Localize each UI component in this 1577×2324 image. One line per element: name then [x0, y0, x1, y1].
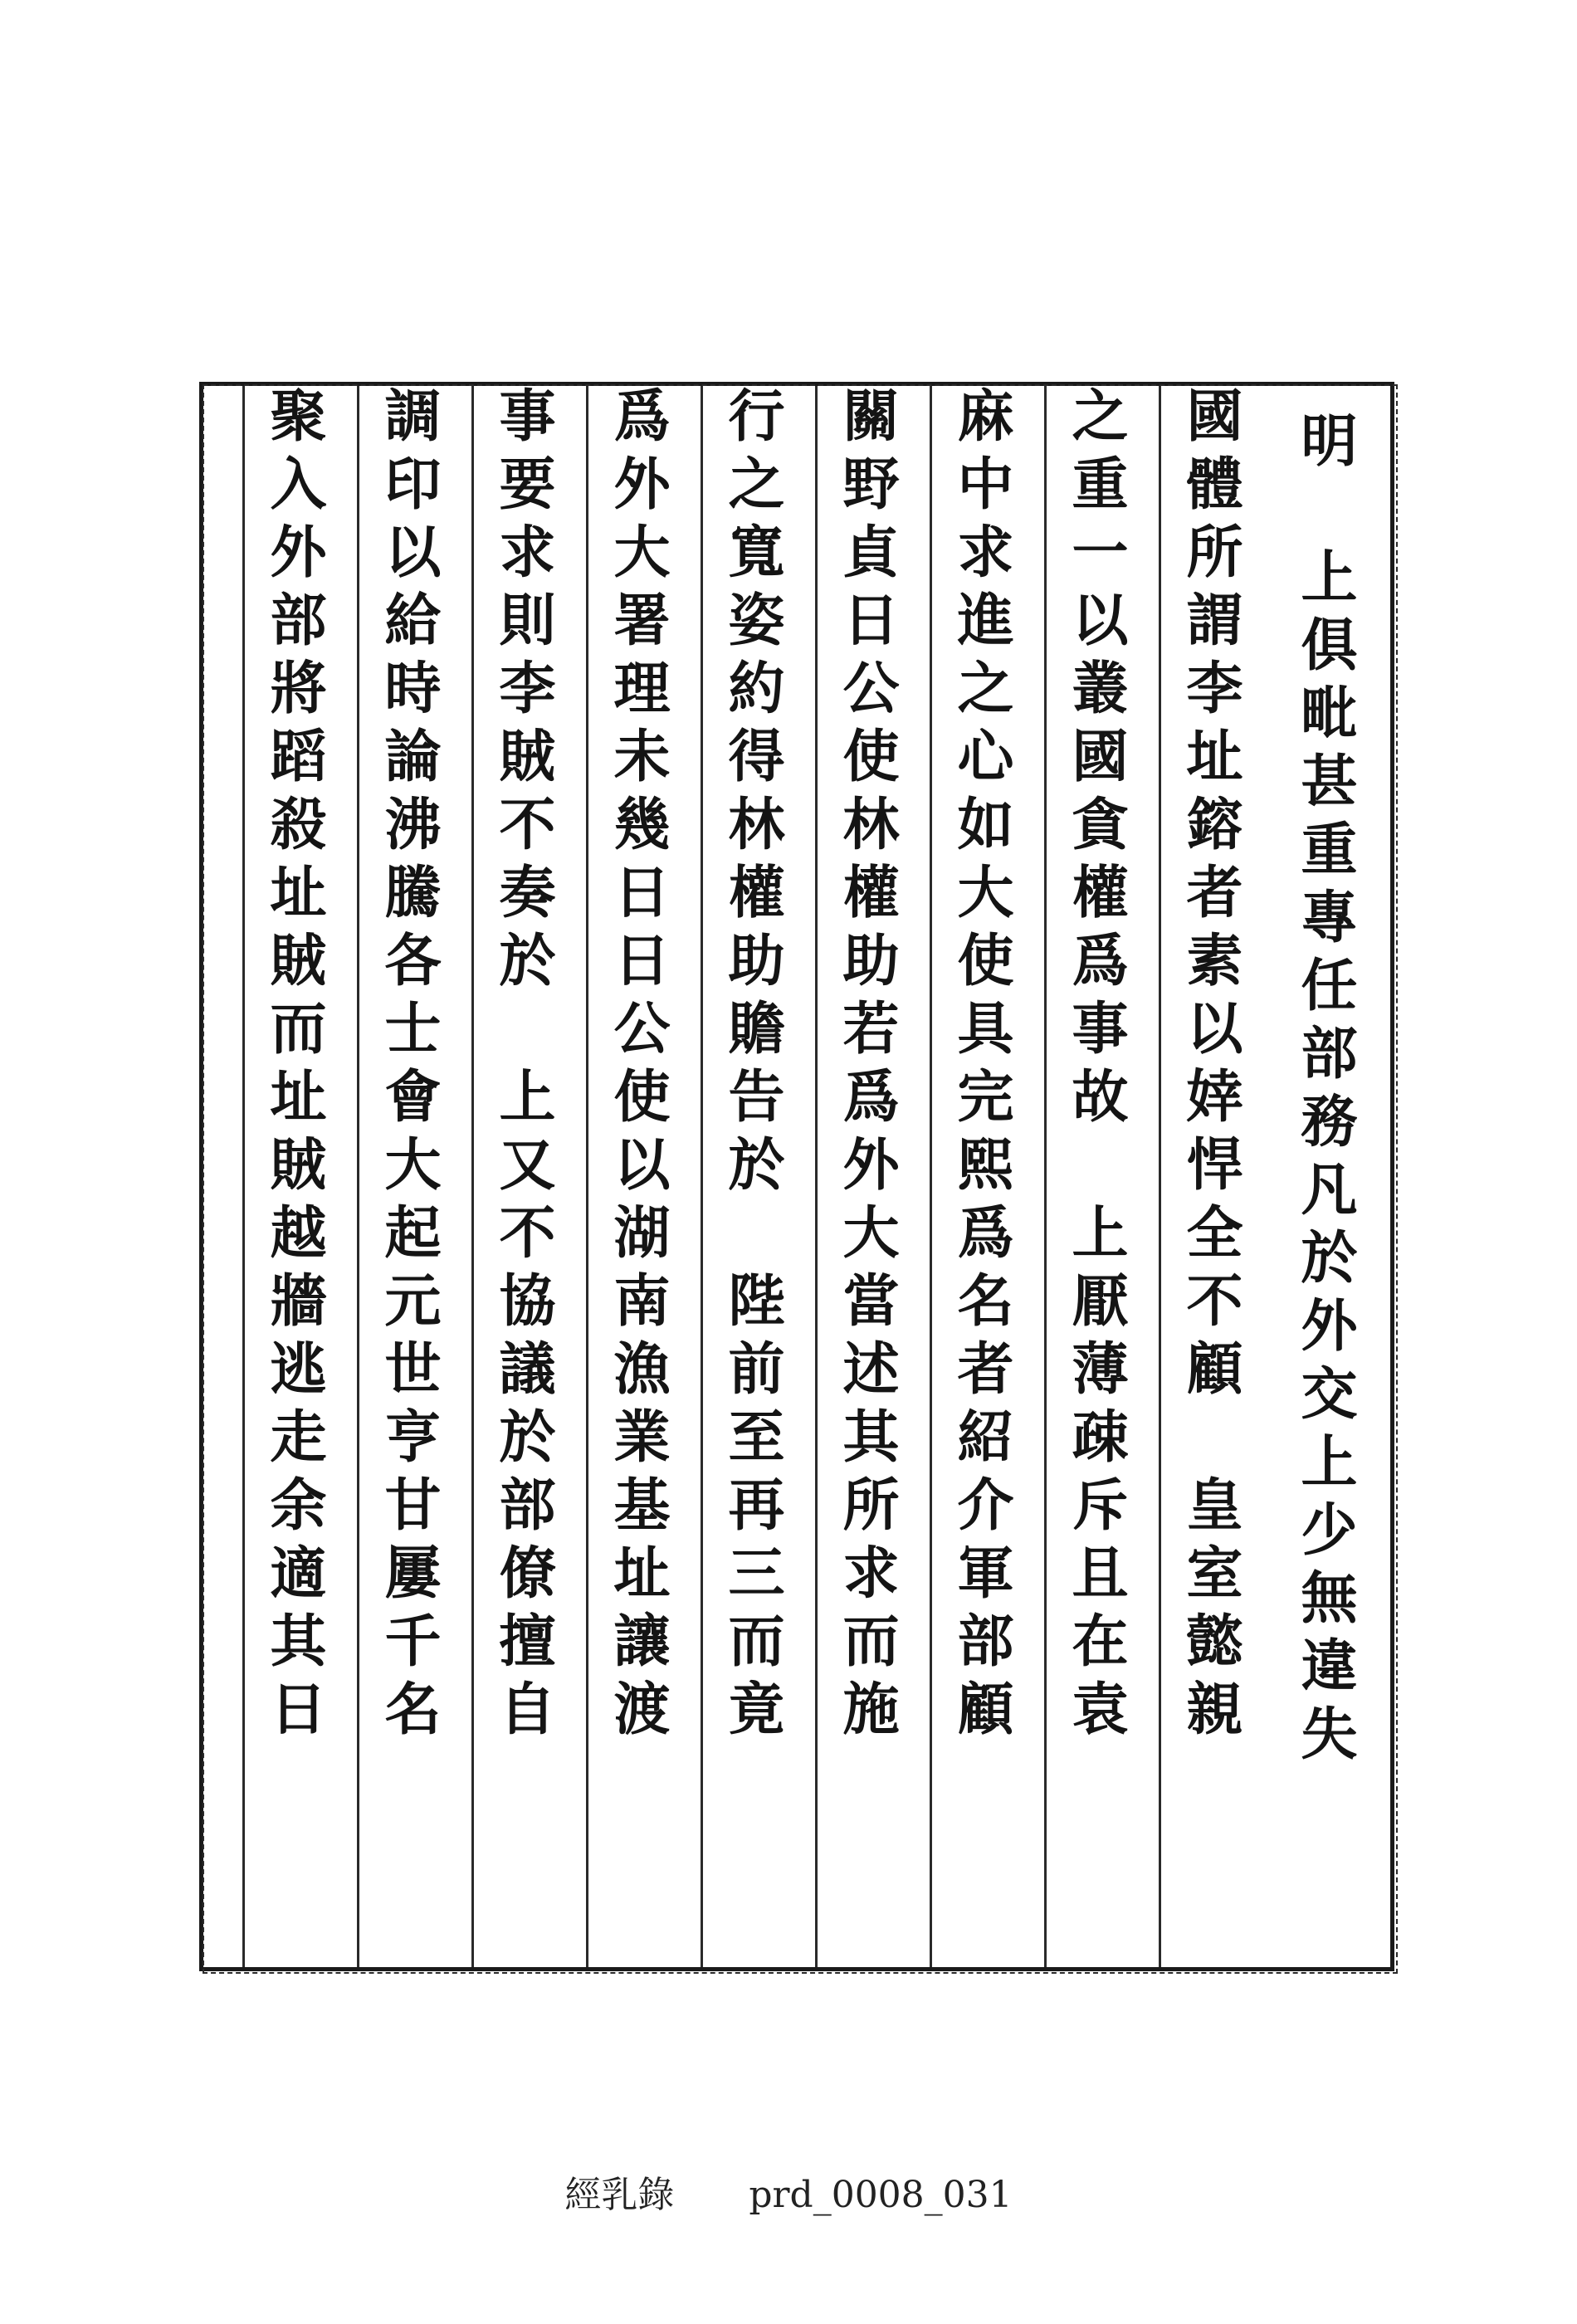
- page-caption: [0, 2165, 1577, 2218]
- column-text: 麻中求進之心如大使具完熙爲名者紹介軍部顧: [948, 386, 1014, 1747]
- column-text: 關野貞日公使林權助若爲外大當述其所求而施: [833, 386, 900, 1747]
- text-frame: [199, 382, 1394, 1971]
- column-text: 行之寬姿約得林權助贍告於 陛前至再三而竟: [719, 386, 785, 1747]
- text-column-3: [1044, 386, 1145, 1967]
- column-text: 事要求則李賊不奏於 上又不協議於部僚擅自: [490, 386, 556, 1747]
- text-column-2: [1159, 386, 1259, 1967]
- column-text: 明 上俱毗甚重專任部務凡於外交上少無違失: [1291, 411, 1358, 1772]
- column-text: 之重一以叢國貪權爲事故 上厭薄疎斥且在袁: [1062, 386, 1129, 1747]
- column-text: 聚入外部將蹈殺址賊而址賊越牆逃走余適其日: [261, 386, 327, 1747]
- text-column-5: [815, 386, 915, 1967]
- page-code: prd_0008_031: [749, 2174, 1013, 2216]
- column-text: 國體所謂李址鎔者素以婞悍全不顧 皇室懿親: [1177, 386, 1243, 1747]
- text-column-4: [930, 386, 1030, 1967]
- text-column-8: [471, 386, 572, 1967]
- column-text: 爲外大署理未幾日日公使以湖南漁業基址讓渡: [604, 386, 671, 1747]
- text-column-1: [1276, 386, 1374, 1967]
- text-column-10: [242, 386, 343, 1967]
- book-title: 經乳錄: [564, 2174, 675, 2216]
- text-column-9: [357, 386, 457, 1967]
- text-column-7: [586, 386, 686, 1967]
- text-column-6: [701, 386, 801, 1967]
- column-text: 調印以給時論沸騰各士會大起元世亨甘屢千名: [375, 386, 442, 1747]
